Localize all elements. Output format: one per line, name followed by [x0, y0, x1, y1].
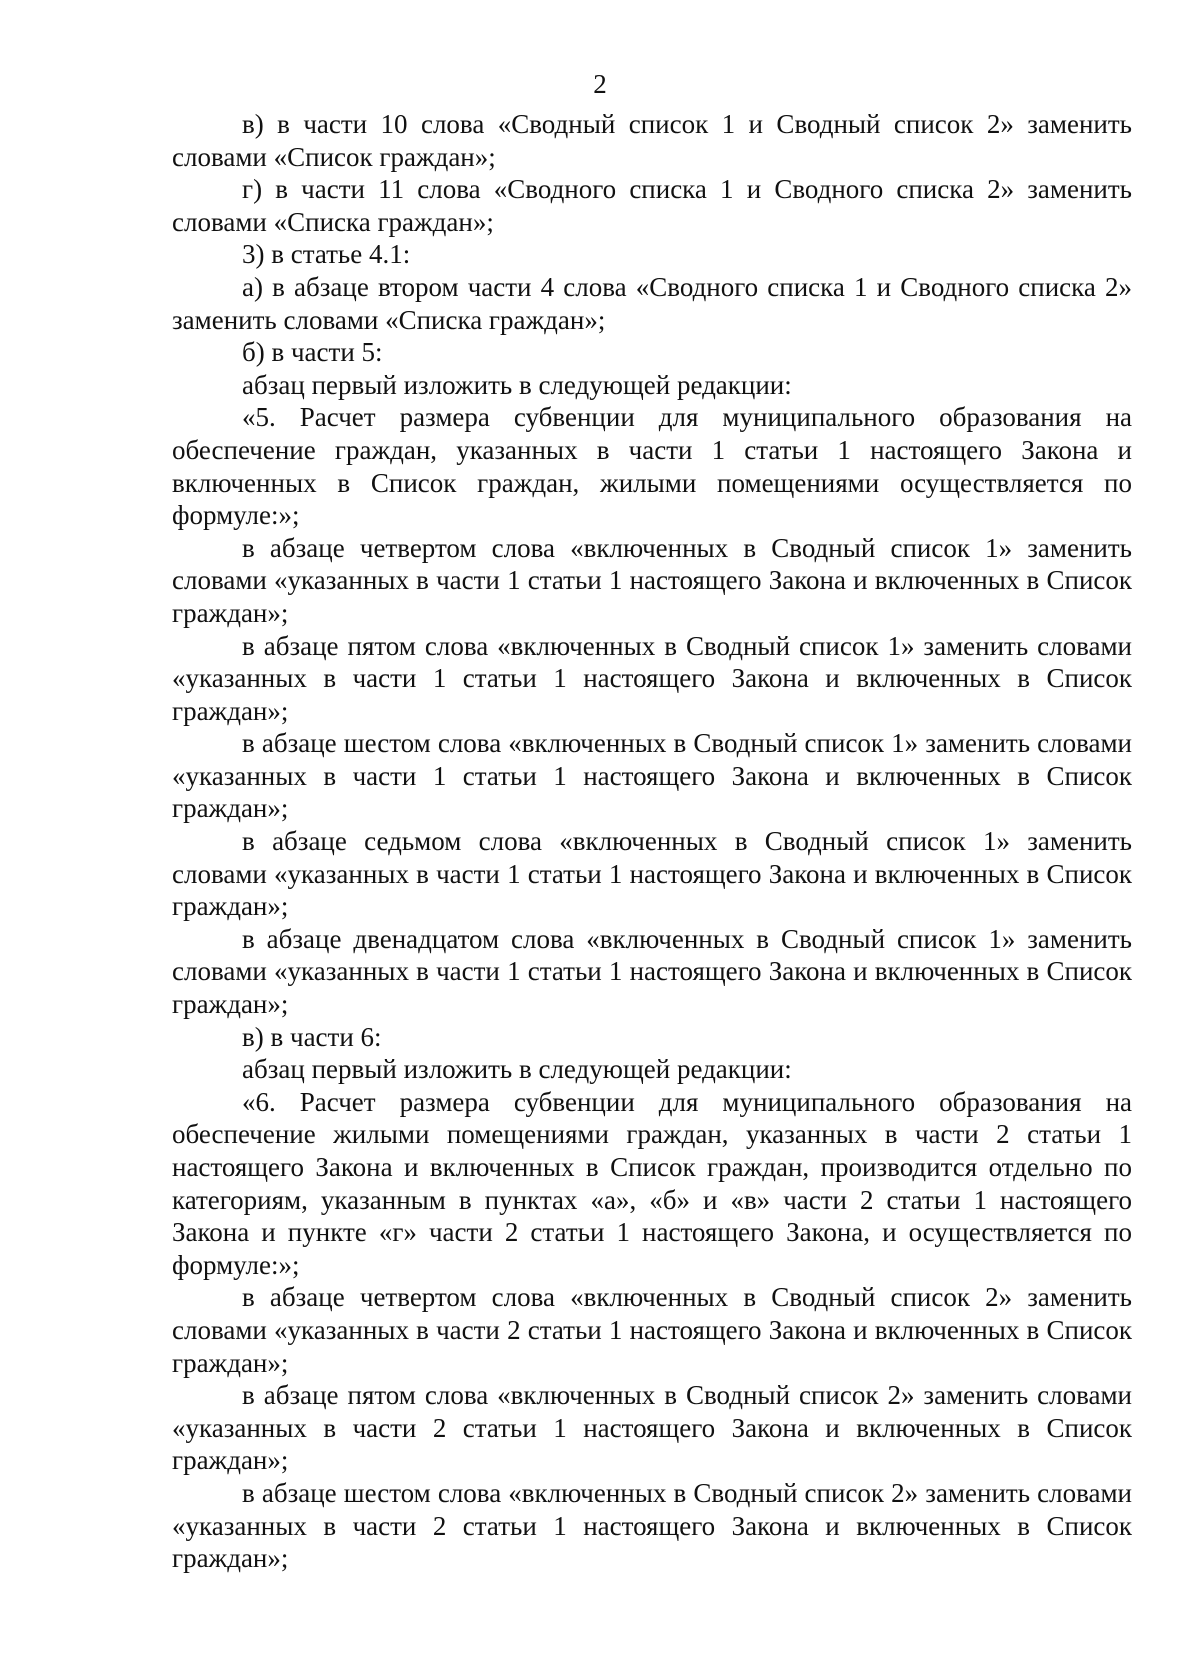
paragraph: в) в части 6:	[242, 1021, 382, 1052]
paragraph: в абзаце седьмом слова «включенных в Сводный список 1» заменить словами «указанных в части 1 статьи 1 настоящего Закона и включенных в Список граждан»;	[172, 826, 1132, 922]
paragraph: в абзаце четвертом слова «включенных в Сводный список 1» заменить словами «указанных в части 1 статьи 1 настоящего Закона и включенных в Список граждан»;	[172, 532, 1132, 628]
paragraph: в) в части 10 слова «Сводный список 1 и Сводный список 2» заменить словами «Список граждан»;	[172, 109, 1132, 172]
paragraph: абзац первый изложить в следующей редакции:	[242, 1054, 792, 1085]
paragraph: «6. Расчет размера субвенции для муниципального образования на обеспечение жилыми помещениями граждан, указанных в части 2 статьи 1 настоящего Закона и включенных в Список граждан, производится отдельно по категориям, указанным в пунктах «а», «б» и «в» части 2 статьи 1 настоящего Закона и пункте «г» части 2 статьи 1 настоящего Закона, и осуществляется по формуле:»;	[172, 1086, 1132, 1280]
paragraph: «5. Расчет размера субвенции для муниципального образования на обеспечение граждан, указанных в части 1 статьи 1 настоящего Закона и включенных в Список граждан, жилыми помещениями осуществляется по формуле:»;	[172, 402, 1132, 531]
paragraph: б) в части 5:	[242, 337, 383, 368]
paragraph: в абзаце четвертом слова «включенных в Сводный список 2» заменить словами «указанных в части 2 статьи 1 настоящего Закона и включенных в Список граждан»;	[172, 1282, 1132, 1378]
paragraph: в абзаце двенадцатом слова «включенных в Сводный список 1» заменить словами «указанных в части 1 статьи 1 настоящего Закона и включенных в Список граждан»;	[172, 923, 1132, 1020]
paragraph: в абзаце пятом слова «включенных в Сводный список 1» заменить словами «указанных в части 1 статьи 1 настоящего Закона и включенных в Список граждан»;	[172, 630, 1132, 726]
paragraph: 3) в статье 4.1:	[242, 239, 411, 270]
document-body	[172, 108, 1132, 1575]
paragraph: в абзаце шестом слова «включенных в Сводный список 2» заменить словами «указанных в части 2 статьи 1 настоящего Закона и включенных в Список граждан»;	[172, 1477, 1132, 1574]
paragraph: в абзаце шестом слова «включенных в Сводный список 1» заменить словами «указанных в части 1 статьи 1 настоящего Закона и включенных в Список граждан»;	[172, 728, 1132, 824]
paragraph: г) в части 11 слова «Сводного списка 1 и Сводного списка 2» заменить словами «Списка граждан»;	[172, 174, 1132, 237]
paragraph: абзац первый изложить в следующей редакции:	[242, 369, 792, 400]
page-number: 2	[593, 69, 607, 99]
paragraph: а) в абзаце втором части 4 слова «Сводного списка 1 и Сводного списка 2» заменить словами «Списка граждан»;	[172, 271, 1132, 335]
paragraph: в абзаце пятом слова «включенных в Сводный список 2» заменить словами «указанных в части 2 статьи 1 настоящего Закона и включенных в Список граждан»;	[172, 1380, 1132, 1476]
